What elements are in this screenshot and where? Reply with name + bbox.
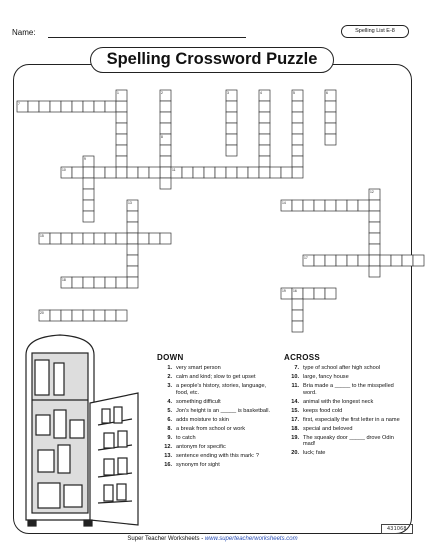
down-clue (157, 444, 277, 451)
grid-cell[interactable] (116, 101, 127, 112)
clue-text: special and beloved (303, 425, 353, 432)
grid-cell[interactable] (303, 200, 314, 211)
grid-cell[interactable] (369, 244, 380, 255)
clue-text: sentence ending with this mark: ? (176, 452, 260, 459)
across-heading: ACROSS (284, 353, 321, 362)
grid-cell[interactable] (94, 101, 105, 112)
grid-cell[interactable] (127, 266, 138, 277)
clue-number: 12. (164, 443, 172, 450)
grid-cell[interactable] (72, 310, 83, 321)
clue-text: large, fancy house (303, 373, 349, 380)
clue-text: type of school after high school (303, 365, 381, 371)
grid-cell[interactable] (116, 310, 127, 321)
clue-text: antonym for specific (176, 443, 226, 450)
grid-number: 6 (326, 91, 328, 95)
grid-cell[interactable] (127, 244, 138, 255)
grid-cell[interactable] (358, 200, 369, 211)
grid-cell[interactable] (149, 233, 160, 244)
grid-cell[interactable] (336, 255, 347, 266)
clue-number: 17. (291, 416, 299, 423)
grid-cell[interactable] (259, 167, 270, 178)
grid-cell[interactable] (127, 211, 138, 222)
grid-cell[interactable] (325, 255, 336, 266)
grid-cell[interactable] (292, 123, 303, 134)
grid-cell[interactable] (270, 167, 281, 178)
grid-cell[interactable] (391, 255, 402, 266)
grid-cell[interactable] (369, 266, 380, 277)
grid-cell[interactable] (292, 145, 303, 156)
clue-text: The squeaky door _____ drove Odin mad! (303, 434, 394, 448)
clue-number: 5. (167, 407, 172, 414)
grid-cell[interactable] (226, 167, 237, 178)
grid-cell[interactable] (347, 200, 358, 211)
grid-cell[interactable] (314, 255, 325, 266)
clue-number: 1. (167, 365, 172, 371)
clue-number: 7. (294, 365, 299, 371)
grid-cell[interactable] (83, 277, 94, 288)
grid-cell[interactable] (94, 233, 105, 244)
clue-number: 4. (167, 398, 172, 405)
grid-cell[interactable] (292, 112, 303, 123)
grid-cell[interactable] (259, 123, 270, 134)
grid-cell[interactable] (292, 167, 303, 178)
name-label: Name: (12, 28, 36, 37)
grid-cell[interactable] (325, 101, 336, 112)
down-clues (157, 353, 277, 471)
grid-cell[interactable] (72, 167, 83, 178)
grid-cell[interactable] (72, 277, 83, 288)
clue-number: 20. (291, 450, 299, 457)
grid-cell[interactable] (160, 123, 171, 134)
clue-number: 19. (291, 434, 299, 441)
grid-cell[interactable] (292, 200, 303, 211)
grid-cell[interactable] (116, 277, 127, 288)
grid-cell[interactable] (226, 112, 237, 123)
grid-cell[interactable] (116, 167, 127, 178)
down-clue (157, 383, 277, 397)
down-clue (157, 417, 277, 424)
grid-number: 13 (128, 201, 132, 205)
grid-cell[interactable] (127, 277, 138, 288)
grid-cell[interactable] (83, 178, 94, 189)
clue-number: 11. (291, 382, 299, 389)
grid-cell[interactable] (369, 233, 380, 244)
grid-cell[interactable] (226, 101, 237, 112)
footer (0, 536, 425, 542)
clue-text: to catch (176, 434, 196, 441)
clue-number: 2. (167, 373, 172, 380)
refrigerator-illustration (20, 325, 155, 530)
grid-cell[interactable] (325, 288, 336, 299)
grid-cell[interactable] (259, 134, 270, 145)
clue-number: 10. (291, 373, 299, 380)
grid-cell[interactable] (259, 112, 270, 123)
grid-cell[interactable] (259, 101, 270, 112)
across-clue (284, 383, 404, 397)
grid-cell[interactable] (226, 123, 237, 134)
grid-cell[interactable] (303, 288, 314, 299)
grid-cell[interactable] (347, 255, 358, 266)
grid-cell[interactable] (292, 299, 303, 310)
clue-text: Jon's height is an _____ is basketball. (176, 407, 271, 414)
clue-number: 3. (167, 382, 172, 389)
grid-cell[interactable] (160, 145, 171, 156)
grid-cell[interactable] (116, 156, 127, 167)
spelling-list-badge: Spelling List E-8 (341, 25, 409, 38)
across-clues (284, 353, 404, 459)
grid-cell[interactable] (325, 134, 336, 145)
grid-cell[interactable] (325, 123, 336, 134)
grid-cell[interactable] (314, 200, 325, 211)
grid-cell[interactable] (138, 167, 149, 178)
grid-cell[interactable] (105, 101, 116, 112)
grid-cell[interactable] (292, 101, 303, 112)
down-clue (157, 426, 277, 433)
grid-cell[interactable] (83, 189, 94, 200)
across-clue (284, 417, 404, 424)
grid-cell[interactable] (160, 112, 171, 123)
grid-cell[interactable] (358, 255, 369, 266)
grid-cell[interactable] (160, 156, 171, 167)
grid-number: 19 (282, 289, 286, 293)
grid-number: 15 (40, 234, 44, 238)
across-clue (284, 408, 404, 415)
clue-text: animal with the longest neck (303, 398, 374, 405)
clue-text: a people's history, stories, language, food, etc. (176, 382, 267, 396)
clue-number: 8. (167, 425, 172, 432)
clue-text: calm and kind; slow to get upset (176, 373, 256, 380)
grid-number: 3 (227, 91, 229, 95)
grid-cell[interactable] (83, 211, 94, 222)
grid-cell[interactable] (116, 145, 127, 156)
grid-cell[interactable] (259, 156, 270, 167)
grid-number: 12 (370, 190, 374, 194)
down-clue (157, 365, 277, 372)
grid-number: 7 (18, 102, 20, 106)
clue-number: 13. (164, 452, 172, 459)
grid-cell[interactable] (94, 310, 105, 321)
clue-number: 14. (291, 398, 299, 405)
across-clue (284, 374, 404, 381)
grid-cell[interactable] (83, 200, 94, 211)
across-clue (284, 435, 404, 449)
grid-cell[interactable] (413, 255, 424, 266)
clue-text: something difficult (176, 398, 221, 405)
clue-text: luck; fate (303, 450, 326, 457)
grid-cell[interactable] (116, 134, 127, 145)
grid-cell[interactable] (39, 101, 50, 112)
grid-cell[interactable] (127, 233, 138, 244)
grid-cell[interactable] (193, 167, 204, 178)
clue-number: 18. (291, 425, 299, 432)
down-clue (157, 408, 277, 415)
across-clue (284, 365, 404, 372)
clue-text: synonym for sight (176, 461, 220, 468)
down-heading: DOWN (157, 353, 184, 362)
grid-cell[interactable] (28, 101, 39, 112)
grid-number: 4 (260, 91, 262, 95)
grid-cell[interactable] (160, 167, 171, 178)
clue-text: first, especially the first letter in a name (303, 416, 400, 423)
grid-cell[interactable] (83, 167, 94, 178)
grid-number: 20 (40, 311, 44, 315)
grid-cell[interactable] (116, 233, 127, 244)
grid-cell[interactable] (314, 288, 325, 299)
grid-cell[interactable] (83, 101, 94, 112)
grid-cell[interactable] (94, 167, 105, 178)
grid-cell[interactable] (292, 134, 303, 145)
grid-cell[interactable] (160, 178, 171, 189)
grid-cell[interactable] (83, 310, 94, 321)
down-clue (157, 462, 277, 469)
grid-cell[interactable] (50, 101, 61, 112)
across-clue (284, 426, 404, 433)
down-clue (157, 435, 277, 442)
grid-cell[interactable] (292, 321, 303, 332)
grid-number: 17 (304, 256, 308, 260)
grid-cell[interactable] (369, 200, 380, 211)
grid-cell[interactable] (248, 167, 259, 178)
grid-cell[interactable] (105, 167, 116, 178)
grid-cell[interactable] (149, 167, 160, 178)
grid-cell[interactable] (50, 233, 61, 244)
grid-cell[interactable] (61, 101, 72, 112)
grid-cell[interactable] (226, 145, 237, 156)
clue-text: keeps food cold (303, 407, 343, 414)
across-clue (284, 399, 404, 406)
grid-cell[interactable] (160, 233, 171, 244)
grid-cell[interactable] (325, 112, 336, 123)
grid-cell[interactable] (336, 200, 347, 211)
grid-cell[interactable] (72, 101, 83, 112)
grid-cell[interactable] (259, 145, 270, 156)
grid-cell[interactable] (127, 167, 138, 178)
clue-text: adds moisture to skin (176, 416, 229, 423)
grid-cell[interactable] (204, 167, 215, 178)
grid-cell[interactable] (94, 277, 105, 288)
grid-cell[interactable] (61, 233, 72, 244)
grid-cell[interactable] (61, 310, 72, 321)
clue-number: 9. (167, 434, 172, 441)
grid-cell[interactable] (237, 167, 248, 178)
grid-cell[interactable] (380, 255, 391, 266)
grid-cell[interactable] (116, 123, 127, 134)
grid-cell[interactable] (72, 233, 83, 244)
clue-number: 6. (167, 416, 172, 423)
grid-cell[interactable] (369, 255, 380, 266)
page-title: Spelling Crossword Puzzle (90, 47, 334, 73)
grid-cell[interactable] (160, 101, 171, 112)
grid-cell[interactable] (83, 233, 94, 244)
grid-number: 8 (161, 135, 163, 139)
grid-cell[interactable] (292, 156, 303, 167)
grid-cell[interactable] (105, 233, 116, 244)
clue-text: Bria made a _____ to the misspelled word. (303, 382, 394, 396)
grid-cell[interactable] (116, 112, 127, 123)
down-clue (157, 399, 277, 406)
grid-number: 11 (172, 168, 176, 172)
footer-brand: Super Teacher Worksheets - (127, 536, 205, 542)
grid-cell[interactable] (105, 277, 116, 288)
grid-number: 16 (293, 289, 297, 293)
grid-cell[interactable] (138, 233, 149, 244)
grid-cell[interactable] (50, 310, 61, 321)
clue-text: very smart person (176, 365, 221, 371)
grid-number: 14 (282, 201, 286, 205)
grid-number: 18 (62, 278, 66, 282)
down-clue (157, 453, 277, 460)
grid-cell[interactable] (215, 167, 226, 178)
grid-cell[interactable] (402, 255, 413, 266)
grid-number: 10 (62, 168, 66, 172)
grid-cell[interactable] (105, 310, 116, 321)
grid-cell[interactable] (325, 200, 336, 211)
grid-cell[interactable] (127, 255, 138, 266)
grid-cell[interactable] (369, 211, 380, 222)
grid-cell[interactable] (127, 222, 138, 233)
grid-number: 1 (117, 91, 119, 95)
grid-number: 5 (293, 91, 295, 95)
grid-number: 9 (84, 157, 86, 161)
down-clue (157, 374, 277, 381)
clue-text: a break from school or work (176, 425, 246, 432)
footer-url[interactable]: www.superteacherworksheets.com (204, 536, 298, 542)
grid-cell[interactable] (369, 222, 380, 233)
grid-cell[interactable] (281, 167, 292, 178)
clue-number: 16. (164, 461, 172, 468)
grid-cell[interactable] (292, 310, 303, 321)
across-clue (284, 450, 404, 457)
worksheet-code: 431068 (381, 524, 413, 534)
clue-number: 15. (291, 407, 299, 414)
grid-number: 2 (161, 91, 163, 95)
grid-cell[interactable] (226, 134, 237, 145)
grid-cell[interactable] (182, 167, 193, 178)
